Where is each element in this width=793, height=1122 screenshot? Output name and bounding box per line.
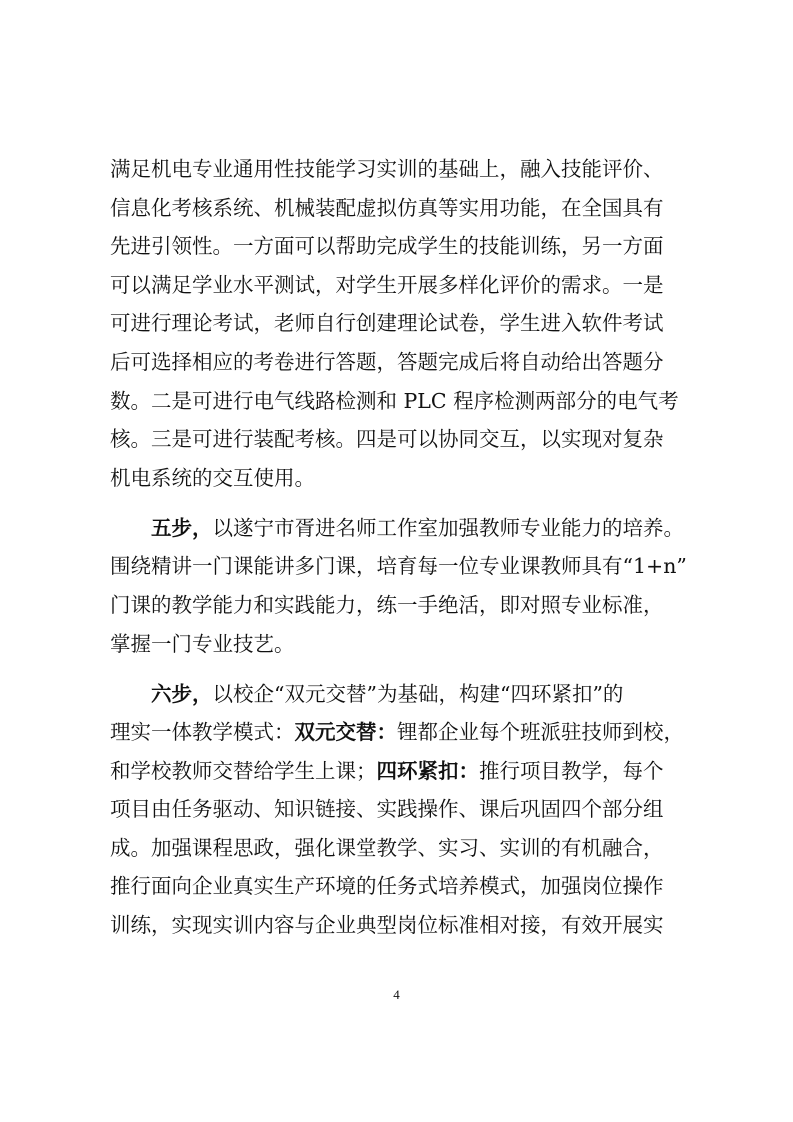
paragraph-2 (110, 509, 685, 663)
step-six-text: 以校企“双元交替”为基础，构建“四环紧扣”的 (212, 681, 624, 706)
text-line (110, 752, 685, 791)
step-five-text: 以遂宁市胥进名师工作室加强教师专业能力的培养。 (212, 515, 684, 540)
text-line (110, 509, 685, 548)
text-segment: 推行项目教学，每个 (479, 758, 664, 783)
paragraph-gap (110, 663, 685, 674)
text-line: 满足机电专业通用性技能学习实训的基础上，融入技能评价、 (110, 157, 664, 181)
text-line: 信息化考核系统、机械装配虚拟仿真等实用功能，在全国具有 (110, 195, 664, 220)
text-line: 可进行理论考试，老师自行创建理论试卷，学生进入软件考试 (110, 311, 664, 336)
text-line: 围绕精讲一门课能讲多门课，培育每一位专业课教师具有“1+n” (110, 554, 687, 579)
text-segment: 理实一体教学模式： (110, 720, 295, 745)
text-segment: 和学校教师交替给学生上课； (110, 758, 377, 783)
body-text (110, 150, 685, 945)
paragraph-1 (110, 150, 685, 497)
text-line (110, 713, 685, 752)
paragraph-3 (110, 675, 685, 945)
text-line: 可以满足学业水平测试，对学生开展多样化评价的需求。一是 (110, 272, 664, 297)
text-line: 后可选择相应的考卷进行答题，答题完成后将自动给出答题分 (110, 349, 664, 374)
text-line: 机电系统的交互使用。 (110, 465, 315, 490)
text-line: 推行面向企业真实生产环境的任务式培养模式，加强岗位操作 (110, 874, 664, 899)
text-line: 先进引领性。一方面可以帮助完成学生的技能训练，另一方面 (110, 234, 664, 259)
text-segment: 锂都企业每个班派驻技师到校， (397, 720, 684, 745)
text-line: 掌握一门专业技艺。 (110, 631, 295, 656)
text-line: 训练，实现实训内容与企业典型岗位标准相对接，有效开展实 (110, 913, 664, 938)
text-line: 数。二是可进行电气线路检测和 PLC 程序检测两部分的电气考 (110, 388, 679, 413)
dual-alternation-term: 双元交替： (294, 720, 397, 745)
four-rings-term: 四环紧扣： (376, 758, 479, 783)
text-line (110, 675, 685, 714)
step-five-lead: 五步， (151, 515, 213, 540)
page-number: 4 (393, 987, 400, 1002)
text-line: 项目由任务驱动、知识链接、实践操作、课后巩固四个部分组 (110, 797, 664, 822)
step-six-lead: 六步， (151, 681, 213, 706)
paragraph-gap (110, 497, 685, 508)
text-line: 门课的教学能力和实践能力，练一手绝活，即对照专业标准， (110, 592, 664, 617)
text-line: 核。三是可进行装配考核。四是可以协同交互，以实现对复杂 (110, 427, 664, 452)
text-line: 成。加强课程思政，强化课堂教学、实习、实训的有机融合， (110, 835, 664, 860)
